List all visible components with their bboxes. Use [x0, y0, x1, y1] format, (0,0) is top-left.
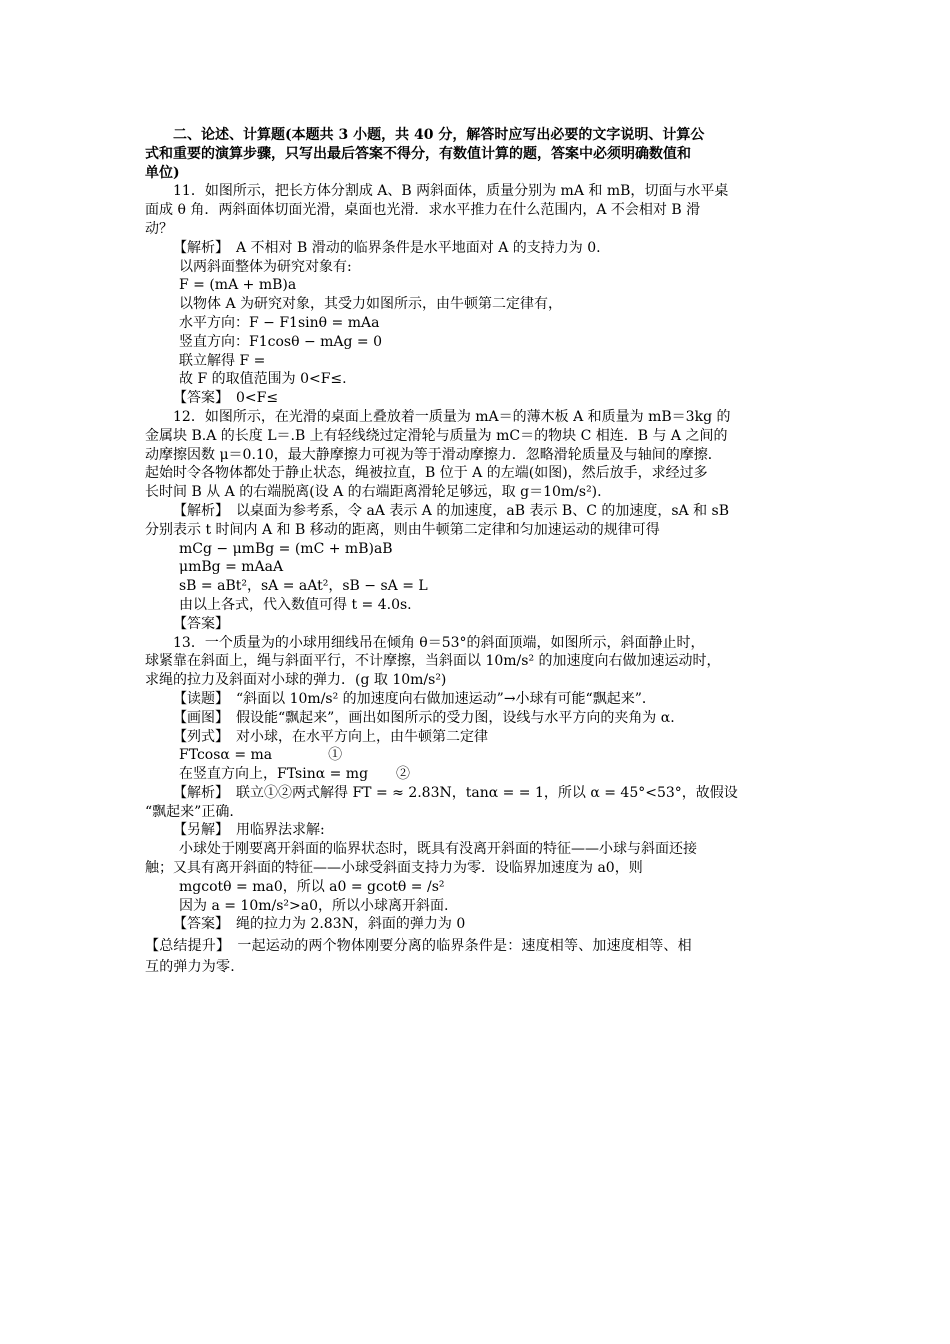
text-line: 12．如图所示，在光滑的桌面上叠放着一质量为 mA＝的薄木板 A 和质量为 mB＝3kg 的	[173, 408, 731, 425]
text-line: 互的弹力为零.	[145, 959, 235, 976]
text-line: 13．一个质量为的小球用细线吊在倾角 θ＝53°的斜面顶端，如图所示，斜面静止时，	[173, 634, 705, 651]
text-line: 长时间 B 从 A 的右端脱离(设 A 的右端距离滑轮足够远，取 g＝10m/s²).	[145, 484, 602, 501]
text-line: 【读题】 “斜面以 10m/s² 的加速度向右做加速运动”→小球有可能“飘起来”．	[173, 690, 656, 707]
text-line: 分别表示 t 时间内 A 和 B 移动的距离，则由牛顿第二定律和匀加速运动的规律可得	[145, 521, 660, 538]
text-line: mCg − μmBg = (mC + mB)aB	[179, 540, 393, 557]
text-line: 因为 a = 10m/s²>a0，所以小球离开斜面.	[179, 897, 449, 914]
text-line: 面成 θ 角．两斜面体切面光滑，桌面也光滑．求水平推力在什么范围内，A 不会相对 B 滑	[145, 202, 701, 219]
text-line: 求绳的拉力及斜面对小球的弹力．(g 取 10m/s²)	[145, 672, 447, 689]
text-line: 以物体 A 为研究对象，其受力如图所示，由牛顿第二定律有，	[179, 296, 563, 313]
text-line: 水平方向：F − F1sinθ = mAa	[179, 314, 380, 331]
text-line: 11．如图所示，把长方体分割成 A、B 两斜面体，质量分别为 mA 和 mB，切面与水平桌	[173, 183, 729, 200]
text-line: mgcotθ = ma0，所以 a0 = gcotθ = /s²	[179, 878, 445, 895]
text-line: 【列式】 对小球，在水平方向上，由牛顿第二定律	[173, 728, 488, 745]
text-line: 【另解】 用临界法求解:	[173, 822, 325, 839]
text-line: 触；又具有离开斜面的特征——小球受斜面支持力为零．设临界加速度为 a0，则	[145, 860, 643, 877]
text-line: 小球处于刚要离开斜面的临界状态时，既具有没离开斜面的特征——小球与斜面还接	[179, 841, 697, 858]
text-line: 球紧靠在斜面上，绳与斜面平行，不计摩擦，当斜面以 10m/s² 的加速度向右做加速运动时，	[145, 653, 721, 670]
text-line: 【解析】 以桌面为参考系，令 aA 表示 A 的加速度，aB 表示 B、C 的加速度，sA 和 sB	[173, 502, 730, 519]
text-line: 【总结提升】 一起运动的两个物体刚要分离的临界条件是：速度相等、加速度相等、相	[145, 938, 692, 955]
text-line: 【答案】	[173, 615, 229, 632]
text-line: sB = aBt²，sA = aAt²，sB − sA = L	[179, 578, 428, 595]
text-line: 【答案】 0<F≤	[173, 390, 279, 407]
text-line: 二、论述、计算题(本题共 3 小题，共 40 分，解答时应写出必要的文字说明、计算公	[173, 127, 705, 143]
text-line: 单位)	[145, 164, 180, 181]
text-line: 式和重要的演算步骤，只写出最后答案不得分，有数值计算的题，答案中必须明确数值和	[145, 145, 691, 162]
text-line: 以两斜面整体为研究对象有:	[179, 258, 352, 275]
text-line: 【解析】 联立①②两式解得 FT = ≈ 2.83N，tanα = = 1，所以 α = 45°<53°，故假设	[173, 784, 738, 801]
text-line: 故 F 的取值范围为 0<F≤.	[179, 371, 347, 388]
text-line: 竖直方向：F1cosθ − mAg = 0	[179, 333, 383, 350]
text-line: 【答案】 绳的拉力为 2.83N，斜面的弹力为 0	[173, 916, 466, 933]
text-line: 在竖直方向上，FTsinα = mg ②	[179, 766, 411, 783]
text-line: F = (mA + mB)a	[179, 277, 297, 294]
text-line: 动摩擦因数 μ＝0.10，最大静摩擦力可视为等于滑动摩擦力．忽略滑轮质量及与轴间的摩擦．	[145, 446, 722, 463]
text-line: “飘起来”正确.	[145, 803, 234, 820]
text-line: 由以上各式，代入数值可得 t = 4.0s.	[179, 596, 412, 613]
text-line: 起始时令各物体都处于静止状态，绳被拉直，B 位于 A 的左端(如图)，然后放手，求经过多	[145, 465, 708, 482]
text-line: 【解析】 A 不相对 B 滑动的临界条件是水平地面对 A 的支持力为 0.	[173, 239, 601, 256]
text-line: 动？	[145, 220, 173, 237]
text-line: 【画图】 假设能“飘起来”，画出如图所示的受力图，设线与水平方向的夹角为 α.	[173, 709, 675, 726]
text-line: FTcosα = ma ①	[179, 747, 343, 764]
document-body	[145, 126, 810, 978]
text-line: 联立解得 F =	[179, 352, 266, 369]
text-line: μmBg = mAaA	[179, 559, 284, 576]
text-line: 金属块 B.A 的长度 L＝.B 上有轻线绕过定滑轮与质量为 mC＝的物块 C 相连．B 与 A 之间的	[145, 427, 728, 444]
